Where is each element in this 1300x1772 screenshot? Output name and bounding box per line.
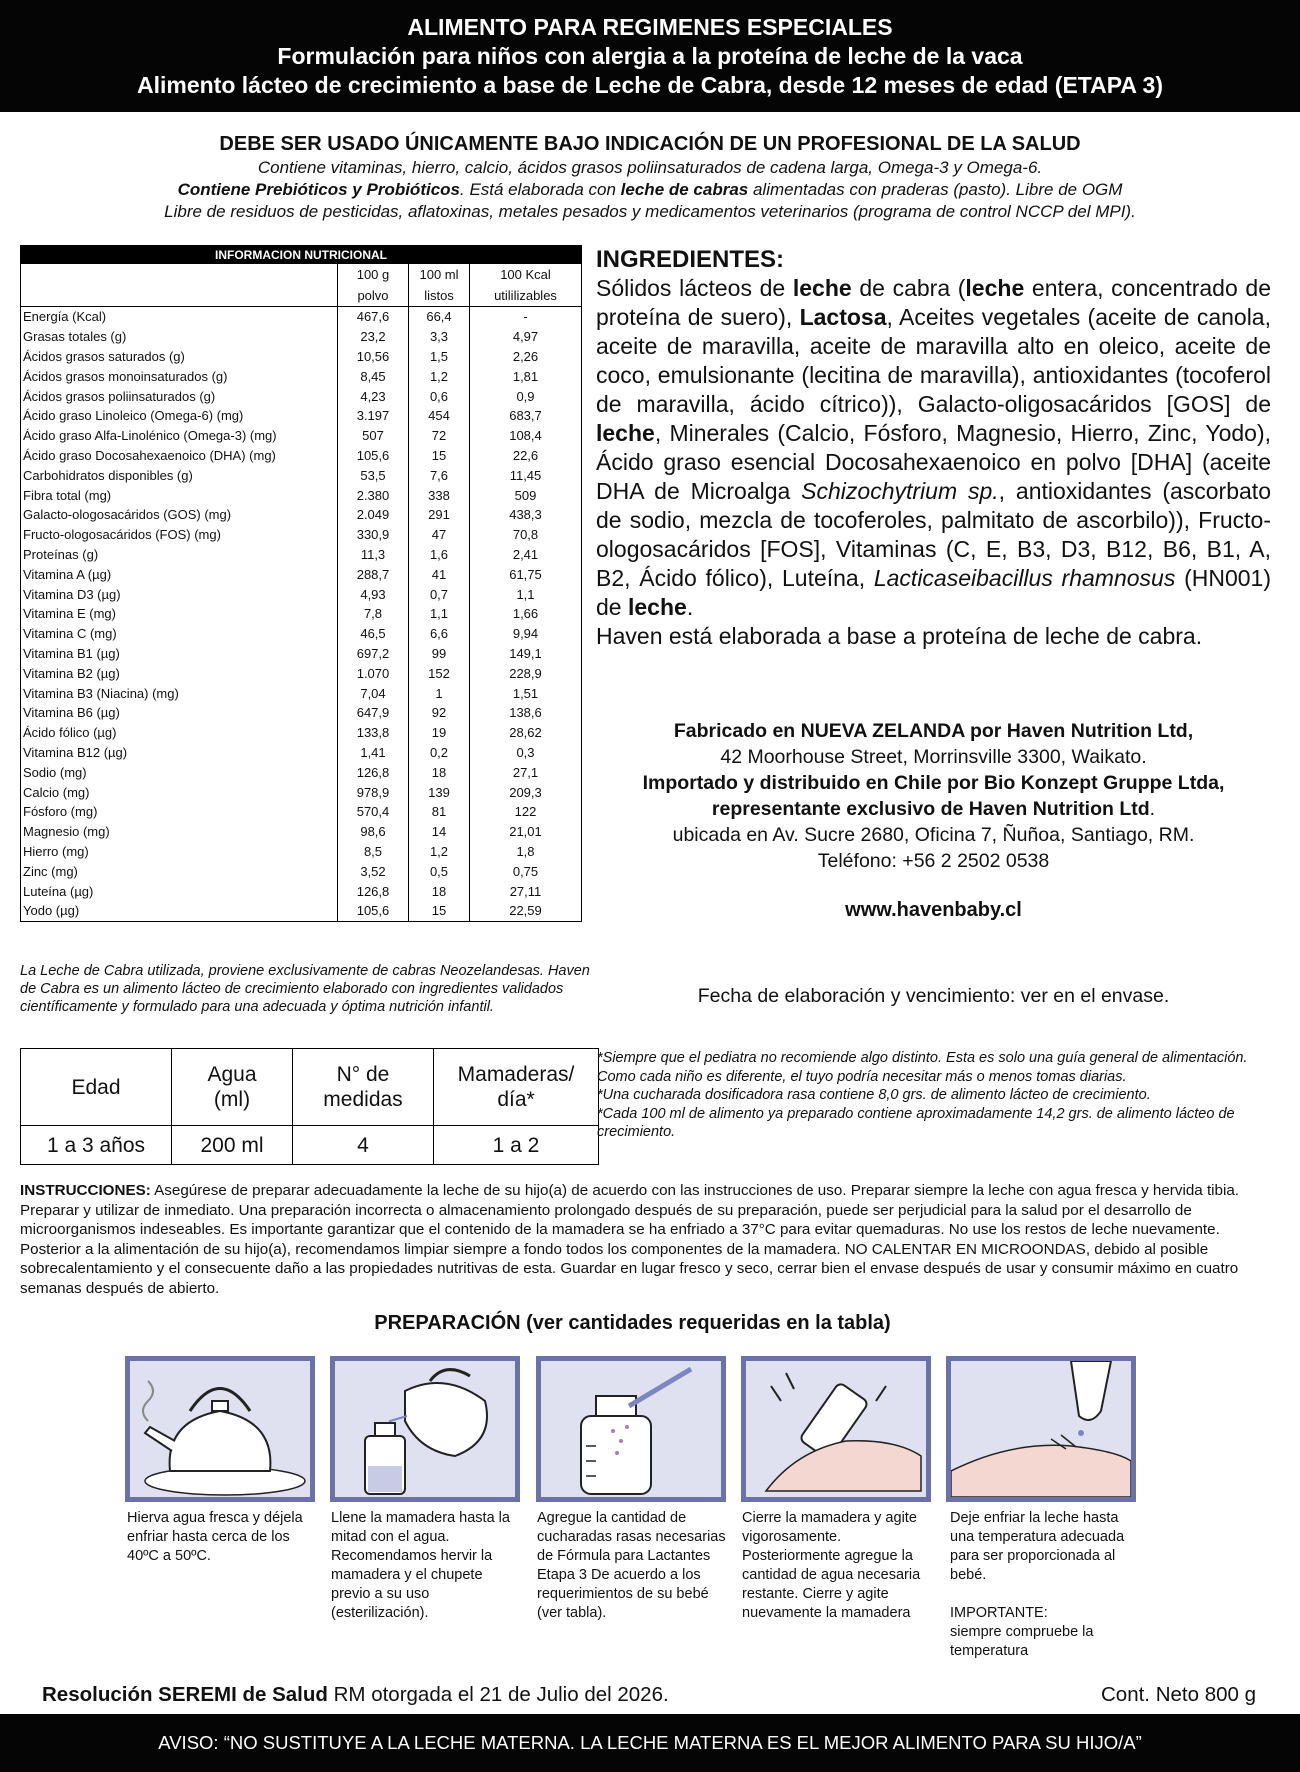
nutrition-row [21,881,581,901]
nutrient-value: 18 [409,881,470,901]
nutrient-value: 105,6 [338,446,409,466]
nutrient-value: 0,75 [470,861,582,881]
nutrient-value: 72 [409,426,470,446]
dosage-table [20,1048,599,1165]
nutrient-value: 3,52 [338,861,409,881]
nutrient-value: 70,8 [470,525,582,545]
nutrient-value: 133,8 [338,723,409,743]
nutrient-value: 4,23 [338,386,409,406]
nutrition-title: INFORMACION NUTRICIONAL [21,246,581,264]
step-3-caption: Agregue la cantidad de cucharadas rasas necesarias de Fórmula para Lactantes Etapa 3 De acuerdo a los requerimientos de su bebé (ver tabla). [537,1510,726,1621]
nutrition-row [21,426,581,446]
nutrient-value: 647,9 [338,703,409,723]
step-1-caption: Hierva agua fresca y déjela enfriar hasta cerca de los 40ºC a 50ºC. [127,1510,303,1564]
nutrition-colheader-1: 100 g 100 ml 100 Kcal [21,264,581,285]
nutrient-value: 7,04 [338,683,409,703]
nutrient-value: 507 [338,426,409,446]
warning-block [0,131,1300,223]
nutrition-row [21,802,581,822]
nutrient-name: Fructo-ologosacáridos (FOS) (mg) [23,527,221,543]
nutrient-value: 53,5 [338,465,409,485]
pour-water-icon [330,1356,520,1502]
nutrient-name: Sodio (mg) [23,764,87,780]
warning-line-1: Contiene vitaminas, hierro, calcio, ácidos grasos poliinsaturados de cadena larga, Omega-3 y Omega-6. [257,158,1043,177]
nutrition-row [21,505,581,525]
nutrient-value: 1,66 [470,604,582,624]
nutrient-value: 9,94 [470,624,582,644]
nutrient-value: 2.049 [338,505,409,525]
nutrient-value: 98,6 [338,822,409,842]
nutrition-row [21,545,581,565]
nutrient-name: Vitamina A (µg) [23,566,112,582]
goat-milk-note: La Leche de Cabra utilizada, proviene exclusivamente de cabras Neozelandesas. Haven de Cabra es un alimento lácteo de crecimiento elaborado con ingredientes validados científicamente y formulado para una adecuada y óptima nutrición infantil. [20,963,590,1015]
ingredients-text: Sólidos lácteos de leche de cabra (leche entera, concentrado de proteína de suero), Lactosa, Aceites vegetales (aceite de canola, aceite de maravilla, aceite de maravilla alto en oleico, aceite de coco, emulsionante (lecitina de maravilla), antioxidantes (tocoferol de maravilla, ácido cítrico)), Galacto-oligosacáridos [GOS] de leche, Minerales (Calcio, Fósforo, Magnesio, Hierro, Zinc, Yodo), Ácido graso esencial Docosahexaenoico en polvo [DHA] (aceite DHA de Microalga Schizochytrium sp., antioxidantes (ascorbato de sodio, mezcla de tocoferoles, palmitato de ascorbilo)), Fructo-ologosacáridos [FOS], Vitaminas (C, E, B3, D3, B12, B6, B1, A, B2, Ácido fólico), Luteína, Lacticaseibacillus rhamnosus (HN001) de leche. [596,275,1271,620]
nutrient-value: 1 [409,683,470,703]
nutrient-name: Vitamina E (mg) [23,606,116,622]
nutrient-value: 454 [409,406,470,426]
nutrient-value: 570,4 [338,802,409,822]
nutrition-row [21,386,581,406]
scoop-powder-icon [536,1356,726,1502]
nutrient-name: Fósforo (mg) [23,804,98,820]
nutrient-value: 1,81 [470,366,582,386]
nutrient-value: 1.070 [338,663,409,683]
shake-bottle-icon [741,1356,931,1502]
nutrient-value: 438,3 [470,505,582,525]
website-link[interactable]: www.havenbaby.cl [845,899,1022,921]
nutrient-value: 122 [470,802,582,822]
nutrient-value: 1,2 [409,366,470,386]
nutrition-row [21,644,581,664]
nutrient-value: 14 [409,822,470,842]
nutrient-value: 330,9 [338,525,409,545]
warning-heading: DEBE SER USADO ÚNICAMENTE BAJO INDICACIÓN DE UN PROFESIONAL DE LA SALUD [219,133,1081,155]
nutrition-row [21,406,581,426]
nutrient-value: 683,7 [470,406,582,426]
nutrient-value: 0,6 [409,386,470,406]
nutrient-name: Galacto-ologosacáridos (GOS) (mg) [23,507,232,523]
nutrient-value: 152 [409,663,470,683]
nutrient-name: Vitamina B3 (Niacina) (mg) [23,685,179,701]
dosage-header-age: Edad [21,1049,172,1126]
nutrient-value: 139 [409,782,470,802]
nutrient-name: Proteínas (g) [23,546,99,562]
nutrient-name: Ácidos grasos monoinsaturados (g) [23,368,228,384]
nutrition-row [21,723,581,743]
ingredients-title: INGREDIENTES: [596,246,785,273]
nutrient-name: Vitamina B2 (µg) [23,665,120,681]
nutrient-value: 1,1 [409,604,470,624]
nutrient-value: 2.380 [338,485,409,505]
nutrient-value: 46,5 [338,624,409,644]
nutrient-name: Calcio (mg) [23,784,90,800]
nutrition-row [21,446,581,466]
nutrient-value: 467,6 [338,307,409,327]
nutrient-value: 4,93 [338,584,409,604]
footnote-2: *Una cucharada dosificadora rasa contiene 8,0 grs. de alimento lácteo de crecimiento. [597,1087,1151,1104]
dosage-bottles: 1 a 2 [434,1126,599,1165]
nutrient-value: 15 [409,446,470,466]
manufacturer-line-1: Fabricado en NUEVA ZELANDA por Haven Nutrition Ltd, [673,720,1194,742]
nutrition-row [21,743,581,763]
nutrient-value: 81 [409,802,470,822]
nutrient-value: 288,7 [338,564,409,584]
nutrient-value: - [470,307,582,327]
nutrient-value: 41 [409,564,470,584]
nutrient-name: Vitamina C (mg) [23,626,117,642]
feeding-footnotes [597,1049,1277,1142]
nutrient-value: 3,3 [409,327,470,347]
manufacturer-phone: Teléfono: +56 2 2502 0538 [817,850,1050,872]
nutrition-row [21,624,581,644]
step-4-caption: Cierre la mamadera y agite vigorosamente. Posteriormente agregue la cantidad de agua necesaria restante. Cierre y agite nuevamente la mamadera [742,1510,921,1621]
nutrition-row [21,366,581,386]
nutrition-row [21,782,581,802]
nutrition-row [21,604,581,624]
nutrient-value: 4,97 [470,327,582,347]
nutrient-value: 1,8 [470,842,582,862]
nutrient-name: Ácidos grasos saturados (g) [23,348,185,364]
nutrient-name: Vitamina B12 (µg) [23,744,128,760]
nutrient-value: 291 [409,505,470,525]
nutrition-row [21,347,581,367]
nutrition-row [21,861,581,881]
nutrition-row [21,663,581,683]
nutrient-value: 149,1 [470,644,582,664]
nutrient-name: Yodo (µg) [23,903,80,919]
top-banner [0,0,1300,112]
nutrient-value: 2,41 [470,545,582,565]
nutrient-value: 0,2 [409,743,470,763]
nutrient-name: Grasas totales (g) [23,329,127,345]
nutrient-name: Ácido graso Linoleico (Omega-6) (mg) [23,408,244,424]
nutrient-value: 978,9 [338,782,409,802]
nutrient-name: Ácido fólico (µg) [23,725,117,741]
footnote-1: *Siempre que el pediatra no recomiende algo distinto. Esta es solo una guía general de alimentación. Como cada niño es diferente, el tuyo podría necesitar más o menos tomas diarias. [597,1050,1248,1085]
nutrient-value: 509 [470,485,582,505]
warning-line-3: Libre de residuos de pesticidas, aflatoxinas, metales pesados y medicamentos veterinarios (programa de control NCCP del MPI). [164,202,1136,221]
nutrient-value: 22,59 [470,901,582,921]
nutrient-value: 1,2 [409,842,470,862]
nutrient-value: 1,5 [409,347,470,367]
kettle-icon [125,1356,315,1502]
dosage-water: 200 ml [172,1126,293,1165]
nutrient-value: 338 [409,485,470,505]
nutrition-row [21,842,581,862]
nutrient-value: 7,8 [338,604,409,624]
nutrient-name: Carbohidratos disponibles (g) [23,467,193,483]
nutrient-value: 6,6 [409,624,470,644]
nutrient-value: 1,1 [470,584,582,604]
nutrient-name: Vitamina B1 (µg) [23,645,120,661]
nutrient-name: Energía (Kcal) [23,309,107,325]
nutrient-value: 18 [409,762,470,782]
nutrient-value: 19 [409,723,470,743]
dosage-measures: 4 [293,1126,434,1165]
nutrient-value: 27,11 [470,881,582,901]
nutrient-value: 105,6 [338,901,409,921]
step-2-caption: Llene la mamadera hasta la mitad con el agua. Recomendamos hervir la mamadera y el chupete previo a su uso (esterilización). [331,1510,510,1621]
nutrient-value: 697,2 [338,644,409,664]
nutrient-value: 0,5 [409,861,470,881]
nutrient-name: Magnesio (mg) [23,824,110,840]
nutrient-value: 11,45 [470,465,582,485]
header-line-1: ALIMENTO PARA REGIMENES ESPECIALES [407,14,893,40]
preparation-title: PREPARACIÓN (ver cantidades requeridas en la tabla) [374,1312,891,1334]
header-line-3: Alimento lácteo de crecimiento a base de Leche de Cabra, desde 12 meses de edad (ETAPA 3) [137,72,1163,98]
nutrient-value: 28,62 [470,723,582,743]
nutrient-value: 11,3 [338,545,409,565]
nutrition-row [21,683,581,703]
dosage-header-measures: N° de medidas [293,1049,434,1126]
nutrient-name: Luteína (µg) [23,883,94,899]
nutrient-value: 99 [409,644,470,664]
nutrition-row [21,901,581,921]
nutrient-value: 15 [409,901,470,921]
nutrient-value: 108,4 [470,426,582,446]
nutrition-row [21,525,581,545]
nutrient-value: 228,9 [470,663,582,683]
nutrient-value: 8,45 [338,366,409,386]
nutrient-name: Fibra total (mg) [23,487,112,503]
nutrient-value: 1,51 [470,683,582,703]
nutrient-value: 8,5 [338,842,409,862]
nutrient-value: 1,6 [409,545,470,565]
nutrient-value: 126,8 [338,881,409,901]
nutrition-row [21,822,581,842]
nutrient-value: 3.197 [338,406,409,426]
nutrient-value: 1,41 [338,743,409,763]
test-temperature-icon [946,1356,1136,1502]
nutrient-value: 10,56 [338,347,409,367]
expiry-note: Fecha de elaboración y vencimiento: ver en el envase. [697,985,1170,1007]
nutrient-name: Ácido graso Alfa-Linolénico (Omega-3) (mg) [23,428,277,444]
ingredients-goat-protein: Haven está elaborada a base a proteína de leche de cabra. [596,623,1203,649]
manufacturer-line-4: representante exclusivo de Haven Nutrition Ltd. [711,798,1156,820]
nutrition-row [21,584,581,604]
nutrient-value: 0,7 [409,584,470,604]
nutrient-name: Ácido graso Docosahexaenoico (DHA) (mg) [23,447,276,463]
step-5-caption: Deje enfriar la leche hasta una temperatura adecuada para ser proporcionada al bebé. IMPORTANTE: siempre compruebe la temperatura [950,1510,1125,1659]
nutrition-row [21,703,581,723]
header-line-2: Formulación para niños con alergia a la proteína de leche de la vaca [277,43,1023,69]
dosage-header-water: Agua (ml) [172,1049,293,1126]
nutrient-value: 0,9 [470,386,582,406]
nutrition-row [21,307,581,327]
nutrient-value: 21,01 [470,822,582,842]
net-content: Cont. Neto 800 g [1101,1683,1256,1706]
nutrient-name: Vitamina D3 (µg) [23,586,121,602]
instructions-block: INSTRUCCIONES: Asegúrese de preparar adecuadamente la leche de su hijo(a) de acuerdo con las instrucciones de uso. Preparar siempre la leche con agua fresca y hervida tibia. Preparar y utilizar de inmediato. Una preparación incorrecta o almacenamiento prolongado después de su preparación, puede ser perjudicial para la salud por el desarrollo de microorganismos indeseables. Es importante garantizar que el contenido de la mamadera se ha enfriado a 37°C para evitar quemaduras. No use los restos de leche nuevamente. Posterior a la alimentación de su hijo(a), recomendamos limpiar siempre a fondo todos los componentes de la mamadera. NO CALENTAR EN MICROONDAS, debido al posible sobrecalentamiento y el consecuente daño a las propiedades nutritivas de esta. Guardar en lugar fresco y seco, cerrar bien el envase después de usar y consumir máximo en cuatro semanas después de abierto. [20,1182,1240,1297]
nutrition-row [21,485,581,505]
nutrient-value: 23,2 [338,327,409,347]
nutrient-value: 7,6 [409,465,470,485]
nutrition-row [21,762,581,782]
nutrient-value: 138,6 [470,703,582,723]
nutrient-name: Hierro (mg) [23,843,89,859]
nutrient-value: 209,3 [470,782,582,802]
nutrition-row [21,465,581,485]
manufacturer-line-2: 42 Moorhouse Street, Morrinsville 3300, Waikato. [720,746,1147,768]
nutrient-value: 92 [409,703,470,723]
nutrient-value: 126,8 [338,762,409,782]
nutrition-row [21,327,581,347]
nutrient-value: 0,3 [470,743,582,763]
nutrient-value: 47 [409,525,470,545]
nutrient-value: 61,75 [470,564,582,584]
nutrient-value: 2,26 [470,347,582,367]
nutrient-name: Zinc (mg) [23,863,78,879]
nutrient-name: Ácidos grasos poliinsaturados (g) [23,388,216,404]
warning-line-2: Contiene Prebióticos y Probióticos. Está elaborada con leche de cabras alimentadas con praderas (pasto). Libre de OGM [177,180,1123,199]
nutrient-name: Vitamina B6 (µg) [23,705,120,721]
breastfeeding-notice: AVISO: “NO SUSTITUYE A LA LECHE MATERNA. LA LECHE MATERNA ES EL MEJOR ALIMENTO PARA SU HIJO/A” [0,1714,1300,1772]
nutrition-row [21,564,581,584]
seremi-resolution: Resolución SEREMI de Salud RM otorgada el 21 de Julio del 2026. [42,1683,669,1706]
manufacturer-line-5: ubicada en Av. Sucre 2680, Oficina 7, Ñuñoa, Santiago, RM. [672,824,1195,846]
nutrient-value: 66,4 [409,307,470,327]
dosage-header-bottles: Mamaderas/ día* [434,1049,599,1126]
manufacturer-block [596,718,1271,874]
dosage-age: 1 a 3 años [21,1126,172,1165]
nutrition-colheader-2: polvo listos utililizables [21,285,581,307]
nutrient-value: 22,6 [470,446,582,466]
footnote-3: *Cada 100 ml de alimento ya preparado contiene aproximadamente 14,2 grs. de alimento lácteo de crecimiento. [597,1105,1235,1141]
nutrient-value: 27,1 [470,762,582,782]
nutrition-table [20,245,582,922]
ingredients-block [596,246,1271,651]
manufacturer-line-3: Importado y distribuido en Chile por Bio Konzept Gruppe Ltda, [642,772,1225,794]
